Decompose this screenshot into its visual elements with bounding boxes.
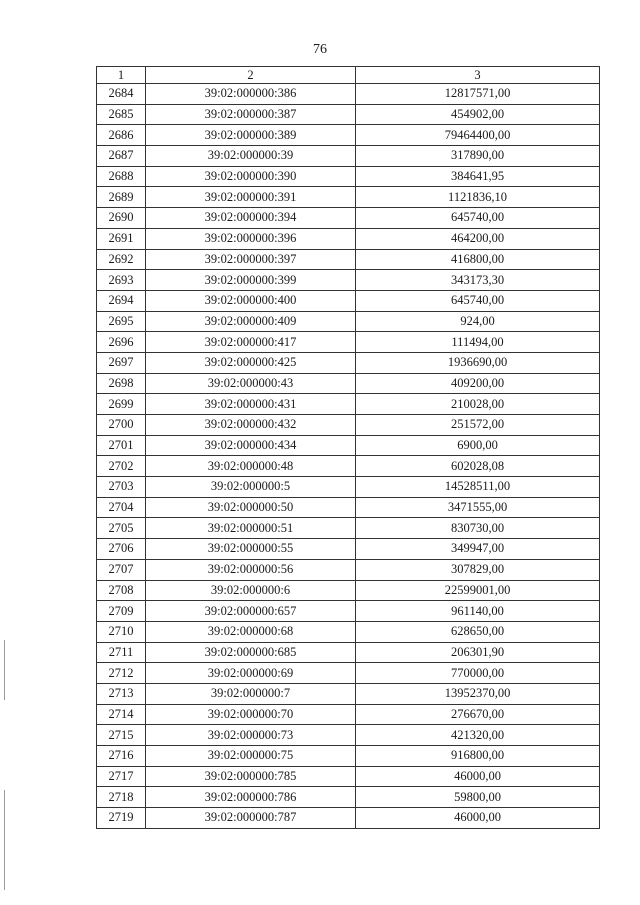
cadastral-number: 39:02:000000:431	[146, 394, 356, 415]
row-number: 2701	[97, 435, 146, 456]
cadastral-value: 3471555,00	[356, 497, 600, 518]
cadastral-number: 39:02:000000:397	[146, 249, 356, 270]
cadastral-number: 39:02:000000:7	[146, 683, 356, 704]
table-row	[97, 642, 600, 663]
table-row	[97, 290, 600, 311]
cadastral-value: 464200,00	[356, 228, 600, 249]
cadastral-number: 39:02:000000:417	[146, 332, 356, 353]
cadastral-number: 39:02:000000:400	[146, 290, 356, 311]
row-number: 2707	[97, 559, 146, 580]
cadastral-number: 39:02:000000:5	[146, 477, 356, 498]
table-row	[97, 787, 600, 808]
table-header-row	[97, 67, 600, 84]
row-number: 2714	[97, 704, 146, 725]
table-row	[97, 497, 600, 518]
row-number: 2702	[97, 456, 146, 477]
cadastral-number: 39:02:000000:386	[146, 84, 356, 105]
scan-margin-mark	[4, 640, 5, 700]
cadastral-value: 251572,00	[356, 415, 600, 436]
table-body	[97, 84, 600, 829]
cadastral-number: 39:02:000000:685	[146, 642, 356, 663]
cadastral-value: 454902,00	[356, 104, 600, 125]
table-row	[97, 104, 600, 125]
cadastral-value: 916800,00	[356, 746, 600, 767]
table-row	[97, 415, 600, 436]
cadastral-number: 39:02:000000:657	[146, 601, 356, 622]
cadastral-value: 628650,00	[356, 621, 600, 642]
column-header-2: 2	[146, 67, 356, 84]
cadastral-number: 39:02:000000:68	[146, 621, 356, 642]
cadastral-number: 39:02:000000:69	[146, 663, 356, 684]
cadastral-number: 39:02:000000:39	[146, 146, 356, 167]
row-number: 2696	[97, 332, 146, 353]
table-row	[97, 663, 600, 684]
table-row	[97, 559, 600, 580]
cadastral-value: 276670,00	[356, 704, 600, 725]
row-number: 2705	[97, 518, 146, 539]
table-row	[97, 352, 600, 373]
cadastral-value: 307829,00	[356, 559, 600, 580]
row-number: 2690	[97, 208, 146, 229]
cadastral-number: 39:02:000000:6	[146, 580, 356, 601]
cadastral-value: 22599001,00	[356, 580, 600, 601]
row-number: 2709	[97, 601, 146, 622]
row-number: 2694	[97, 290, 146, 311]
row-number: 2691	[97, 228, 146, 249]
table-row	[97, 518, 600, 539]
row-number: 2699	[97, 394, 146, 415]
cadastral-number: 39:02:000000:396	[146, 228, 356, 249]
cadastral-value: 46000,00	[356, 808, 600, 829]
row-number: 2698	[97, 373, 146, 394]
cadastral-value: 1936690,00	[356, 352, 600, 373]
cadastral-value: 384641,95	[356, 166, 600, 187]
table-row	[97, 373, 600, 394]
row-number: 2695	[97, 311, 146, 332]
table-row	[97, 394, 600, 415]
cadastral-value: 409200,00	[356, 373, 600, 394]
cadastral-number: 39:02:000000:73	[146, 725, 356, 746]
cadastral-value: 14528511,00	[356, 477, 600, 498]
page-number: 76	[313, 42, 327, 57]
row-number: 2685	[97, 104, 146, 125]
row-number: 2719	[97, 808, 146, 829]
row-number: 2717	[97, 766, 146, 787]
cadastral-number: 39:02:000000:785	[146, 766, 356, 787]
table-row	[97, 601, 600, 622]
cadastral-value: 13952370,00	[356, 683, 600, 704]
table-row	[97, 435, 600, 456]
table-row	[97, 725, 600, 746]
table-row	[97, 270, 600, 291]
column-header-1: 1	[97, 67, 146, 84]
table-row	[97, 146, 600, 167]
cadastral-value: 317890,00	[356, 146, 600, 167]
cadastral-number: 39:02:000000:43	[146, 373, 356, 394]
cadastral-value: 421320,00	[356, 725, 600, 746]
table-row	[97, 332, 600, 353]
cadastral-number: 39:02:000000:390	[146, 166, 356, 187]
row-number: 2708	[97, 580, 146, 601]
cadastral-value: 924,00	[356, 311, 600, 332]
table-row	[97, 208, 600, 229]
row-number: 2711	[97, 642, 146, 663]
cadastral-value: 645740,00	[356, 208, 600, 229]
cadastral-value: 79464400,00	[356, 125, 600, 146]
cadastral-number: 39:02:000000:48	[146, 456, 356, 477]
table-row	[97, 683, 600, 704]
table-row	[97, 228, 600, 249]
cadastral-value: 6900,00	[356, 435, 600, 456]
cadastral-value: 770000,00	[356, 663, 600, 684]
row-number: 2712	[97, 663, 146, 684]
table-row	[97, 746, 600, 767]
row-number: 2718	[97, 787, 146, 808]
row-number: 2703	[97, 477, 146, 498]
cadastral-number: 39:02:000000:387	[146, 104, 356, 125]
row-number: 2686	[97, 125, 146, 146]
cadastral-number: 39:02:000000:55	[146, 539, 356, 560]
row-number: 2684	[97, 84, 146, 105]
column-header-3: 3	[356, 67, 600, 84]
table-row	[97, 704, 600, 725]
row-number: 2692	[97, 249, 146, 270]
row-number: 2687	[97, 146, 146, 167]
cadastral-value: 961140,00	[356, 601, 600, 622]
cadastral-number: 39:02:000000:787	[146, 808, 356, 829]
cadastral-number: 39:02:000000:425	[146, 352, 356, 373]
row-number: 2710	[97, 621, 146, 642]
cadastral-number: 39:02:000000:399	[146, 270, 356, 291]
cadastral-number: 39:02:000000:434	[146, 435, 356, 456]
cadastral-number: 39:02:000000:56	[146, 559, 356, 580]
table-row	[97, 84, 600, 105]
row-number: 2716	[97, 746, 146, 767]
cadastral-value: 416800,00	[356, 249, 600, 270]
row-number: 2697	[97, 352, 146, 373]
cadastral-number: 39:02:000000:432	[146, 415, 356, 436]
cadastral-value: 343173,30	[356, 270, 600, 291]
cadastral-value: 645740,00	[356, 290, 600, 311]
cadastral-number: 39:02:000000:70	[146, 704, 356, 725]
cadastral-value-table	[96, 66, 600, 829]
table-row	[97, 125, 600, 146]
row-number: 2688	[97, 166, 146, 187]
row-number: 2693	[97, 270, 146, 291]
row-number: 2689	[97, 187, 146, 208]
cadastral-number: 39:02:000000:389	[146, 125, 356, 146]
row-number: 2700	[97, 415, 146, 436]
table-row	[97, 249, 600, 270]
cadastral-number: 39:02:000000:786	[146, 787, 356, 808]
cadastral-number: 39:02:000000:51	[146, 518, 356, 539]
cadastral-number: 39:02:000000:75	[146, 746, 356, 767]
table-row	[97, 621, 600, 642]
table-row	[97, 166, 600, 187]
row-number: 2704	[97, 497, 146, 518]
cadastral-value: 206301,90	[356, 642, 600, 663]
table-row	[97, 539, 600, 560]
cadastral-value: 12817571,00	[356, 84, 600, 105]
cadastral-value: 1121836,10	[356, 187, 600, 208]
scan-margin-mark	[4, 790, 5, 890]
cadastral-value: 59800,00	[356, 787, 600, 808]
cadastral-number: 39:02:000000:391	[146, 187, 356, 208]
table-row	[97, 187, 600, 208]
cadastral-value: 46000,00	[356, 766, 600, 787]
table-row	[97, 311, 600, 332]
table-row	[97, 808, 600, 829]
cadastral-number: 39:02:000000:394	[146, 208, 356, 229]
table-row	[97, 580, 600, 601]
cadastral-value: 111494,00	[356, 332, 600, 353]
table-row	[97, 456, 600, 477]
row-number: 2715	[97, 725, 146, 746]
row-number: 2713	[97, 683, 146, 704]
cadastral-value: 830730,00	[356, 518, 600, 539]
table-row	[97, 766, 600, 787]
cadastral-value: 602028,08	[356, 456, 600, 477]
cadastral-number: 39:02:000000:409	[146, 311, 356, 332]
cadastral-value: 210028,00	[356, 394, 600, 415]
row-number: 2706	[97, 539, 146, 560]
cadastral-number: 39:02:000000:50	[146, 497, 356, 518]
cadastral-value: 349947,00	[356, 539, 600, 560]
table-row	[97, 477, 600, 498]
